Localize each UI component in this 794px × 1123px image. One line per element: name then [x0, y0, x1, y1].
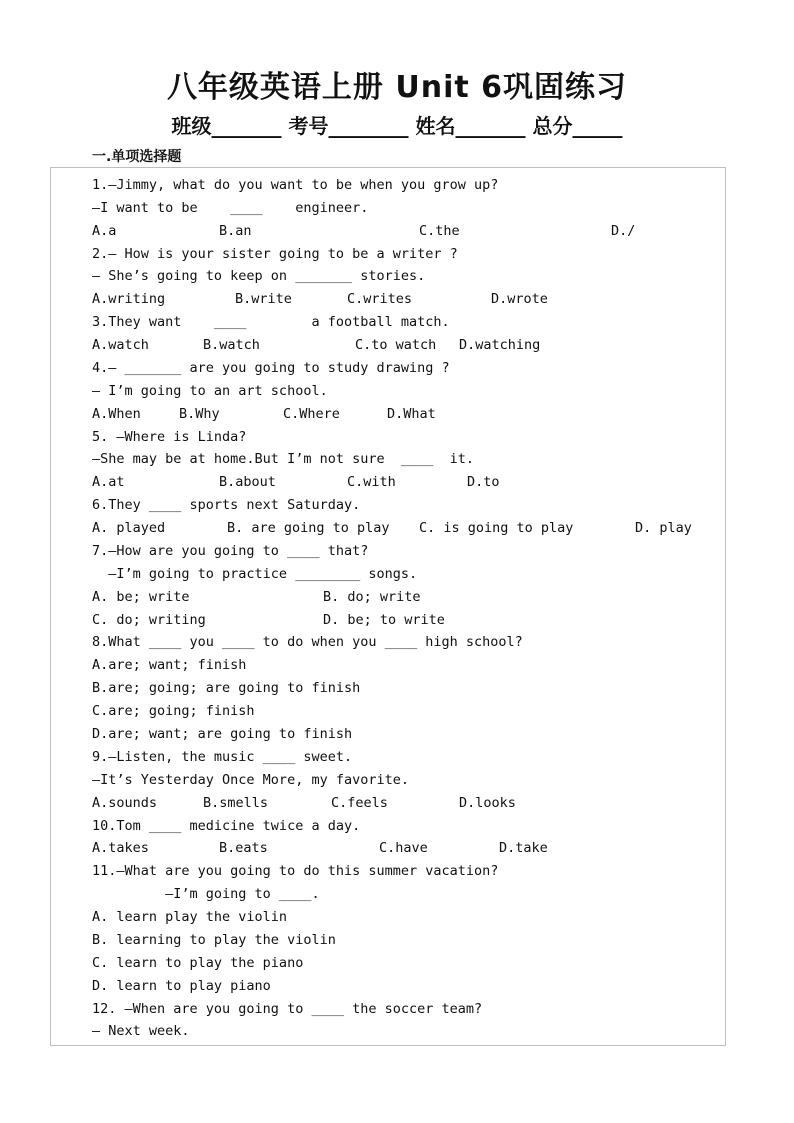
question-8-option-c[interactable]: C.are; going; finish	[92, 703, 255, 719]
option-a[interactable]: A. be; write	[92, 589, 190, 605]
option-d[interactable]: D. play	[635, 520, 692, 536]
question-7-options-cd	[92, 609, 692, 631]
option-d[interactable]: D.watching	[459, 337, 541, 353]
option-a[interactable]: A.writing	[92, 291, 166, 307]
question-2-options	[92, 288, 692, 310]
question-10-stem: 10.Tom ____ medicine twice a day.	[92, 818, 361, 834]
question-11-option-b[interactable]: B. learning to play the violin	[92, 932, 336, 948]
question-3-options	[92, 334, 692, 356]
question-11-option-c[interactable]: C. learn to play the piano	[92, 955, 304, 971]
question-5-line2: —She may be at home.But I’m not sure ____ it.	[92, 451, 475, 467]
page-title: 八年级英语上册 Unit 6巩固练习	[166, 70, 628, 105]
option-a[interactable]: A.takes	[92, 840, 149, 856]
option-c[interactable]: C.writes	[347, 291, 413, 307]
option-b[interactable]: B. do; write	[323, 589, 421, 605]
question-6-options	[92, 517, 712, 539]
question-1-stem: 1.—Jimmy, what do you want to be when you grow up?	[92, 177, 499, 193]
question-2-stem: 2.— How is your sister going to be a writer ?	[92, 246, 458, 262]
question-11-stem: 11.—What are you going to do this summer vacation?	[92, 863, 499, 879]
question-8-option-d[interactable]: D.are; want; are going to finish	[92, 726, 353, 742]
option-a[interactable]: A.a	[92, 223, 117, 239]
question-12-stem: 12. —When are you going to ____ the soccer team?	[92, 1001, 483, 1017]
exam-number-field[interactable]: 考号________	[288, 114, 409, 138]
option-a[interactable]: A.at	[92, 474, 125, 490]
question-8-option-b[interactable]: B.are; going; are going to finish	[92, 680, 361, 696]
option-c[interactable]: C.the	[419, 223, 460, 239]
option-c[interactable]: C.feels	[331, 795, 388, 811]
question-7-options-ab	[92, 586, 692, 608]
question-10-options	[92, 837, 692, 859]
question-5-stem: 5. —Where is Linda?	[92, 429, 247, 445]
option-c[interactable]: C.Where	[283, 406, 340, 422]
option-a[interactable]: A.watch	[92, 337, 149, 353]
class-field[interactable]: 班级_______	[171, 114, 282, 138]
question-8-option-a[interactable]: A.are; want; finish	[92, 657, 247, 673]
option-b[interactable]: B.Why	[179, 406, 220, 422]
question-11-option-a[interactable]: A. learn play the violin	[92, 909, 288, 925]
option-b[interactable]: B.eats	[219, 840, 268, 856]
question-2-line2: — She’s going to keep on _______ stories.	[92, 268, 426, 284]
option-c[interactable]: C.have	[379, 840, 428, 856]
score-field[interactable]: 总分_____	[532, 114, 623, 138]
option-c[interactable]: C.with	[347, 474, 396, 490]
option-d[interactable]: D.wrote	[491, 291, 548, 307]
question-7-stem: 7.—How are you going to ____ that?	[92, 543, 369, 559]
option-b[interactable]: B.an	[219, 223, 252, 239]
question-3-stem: 3.They want ____ a football match.	[92, 314, 450, 330]
section-title: 一.单项选择题	[92, 149, 182, 165]
question-12-line2: — Next week.	[92, 1023, 190, 1039]
question-6-stem: 6.They ____ sports next Saturday.	[92, 497, 361, 513]
option-c[interactable]: C. is going to play	[419, 520, 574, 536]
option-b[interactable]: B.about	[219, 474, 276, 490]
question-8-stem: 8.What ____ you ____ to do when you ____ high school?	[92, 634, 523, 650]
option-d[interactable]: D.take	[499, 840, 548, 856]
question-4-line2: — I’m going to an art school.	[92, 383, 328, 399]
option-a[interactable]: A.When	[92, 406, 141, 422]
question-9-options	[92, 792, 692, 814]
question-11-option-d[interactable]: D. learn to play piano	[92, 978, 271, 994]
question-1-options	[92, 220, 692, 242]
question-11-line2: —I’m going to ____.	[92, 886, 320, 902]
option-a[interactable]: A.sounds	[92, 795, 158, 811]
question-1-line2: —I want to be ____ engineer.	[92, 200, 369, 216]
option-d[interactable]: D.to	[467, 474, 500, 490]
option-c[interactable]: C. do; writing	[92, 612, 206, 628]
question-9-stem: 9.—Listen, the music ____ sweet.	[92, 749, 353, 765]
student-info-line	[0, 110, 794, 139]
option-c[interactable]: C.to watch	[355, 337, 437, 353]
option-a[interactable]: A. played	[92, 520, 166, 536]
option-d[interactable]: D.What	[387, 406, 436, 422]
option-b[interactable]: B.watch	[203, 337, 260, 353]
question-7-line2: —I’m going to practice ________ songs.	[92, 566, 418, 582]
question-9-line2: —It’s Yesterday Once More, my favorite.	[92, 772, 409, 788]
option-b[interactable]: B. are going to play	[227, 520, 390, 536]
option-d[interactable]: D.looks	[459, 795, 516, 811]
option-d[interactable]: D./	[611, 223, 636, 239]
question-5-options	[92, 471, 692, 493]
option-b[interactable]: B.smells	[203, 795, 269, 811]
name-field[interactable]: 姓名_______	[415, 114, 526, 138]
option-b[interactable]: B.write	[235, 291, 292, 307]
option-d[interactable]: D. be; to write	[323, 612, 445, 628]
question-4-stem: 4.— _______ are you going to study drawing ?	[92, 360, 450, 376]
question-4-options	[92, 403, 692, 425]
